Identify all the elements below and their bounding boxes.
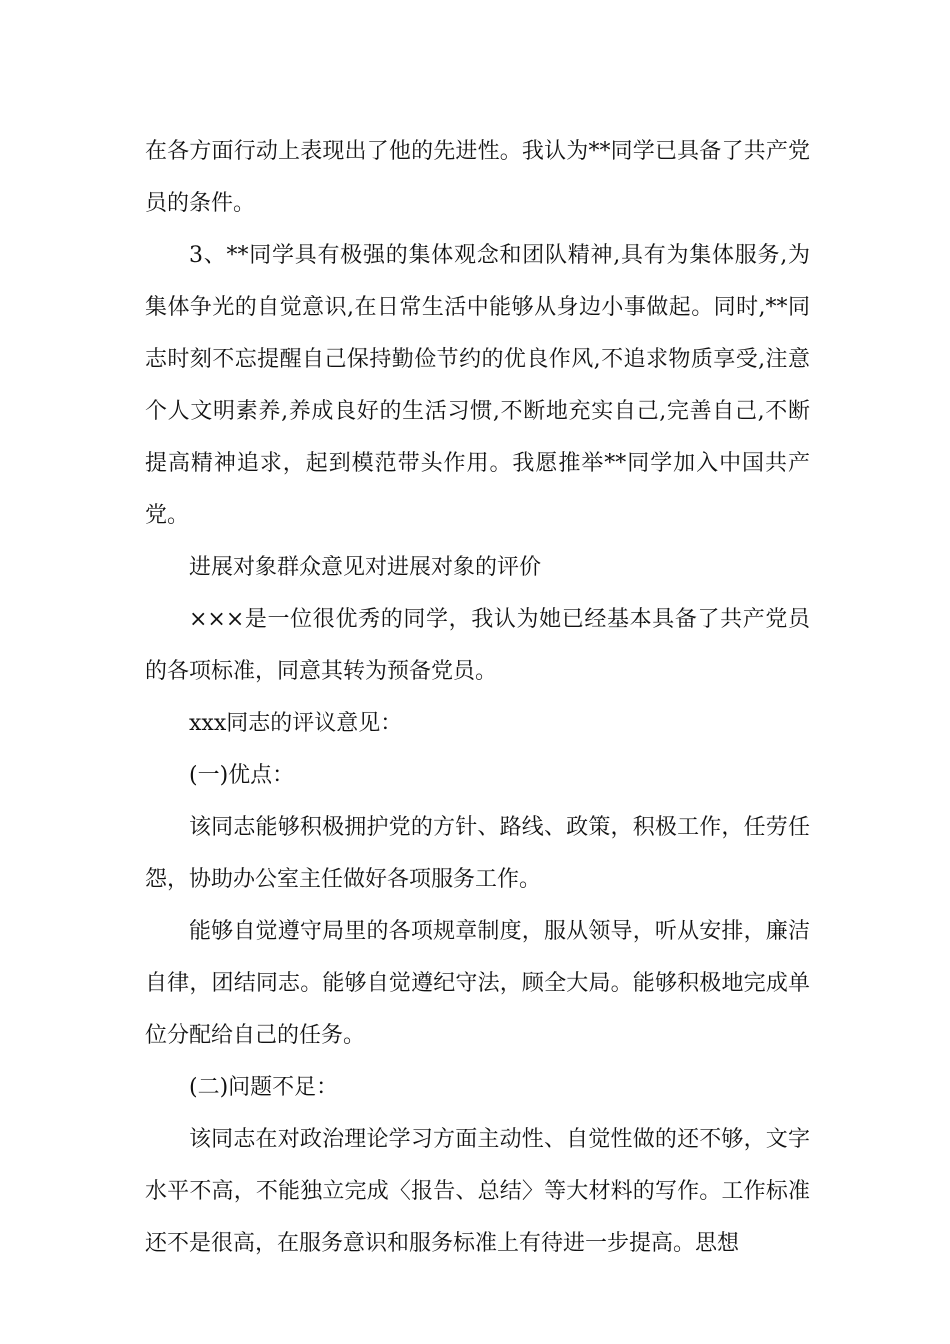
paragraph-strengths-2: 能够自觉遵守局里的各项规章制度，服从领导，听从安排，廉洁自律，团结同志。能够自觉遵纪守法，顾全大局。能够积极地完成单位分配给自己的任务。 [145, 919, 810, 1048]
subheading-shortcomings: (二)问题不足： [189, 1075, 339, 1100]
section-heading-evaluation: 进展对象群众意见对进展对象的评价 [189, 555, 542, 580]
paragraph-evaluation: ×××是一位很优秀的同学，我认为她已经基本具备了共产党员的各项标准，同意其转为预备党员。 [145, 607, 810, 684]
paragraph-shortcomings: 该同志在对政治理论学习方面主动性、自觉性做的还不够，文字水平不高，不能独立完成〈报告、总结〉等大材料的写作。工作标准还不是很高，在服务意识和服务标准上有待进一步提高。思想 [145, 1127, 810, 1256]
subheading-strengths: (一)优点： [189, 763, 295, 788]
paragraph-strengths-1: 该同志能够积极拥护党的方针、路线、政策，积极工作，任劳任怨，协助办公室主任做好各项服务工作。 [145, 815, 810, 892]
paragraph-continuation: 在各方面行动上表现出了他的先进性。我认为**同学已具备了共产党员的条件。 [145, 139, 810, 216]
document-body [145, 126, 810, 1270]
paragraph-point-3: 3、**同学具有极强的集体观念和团队精神,具有为集体服务,为集体争光的自觉意识,在日常生活中能够从身边小事做起。同时,**同志时刻不忘提醒自己保持勤俭节约的优良作风,不追求物质享受,注意个人文明素养,养成良好的生活习惯,不断地充实自己,完善自己,不断提高精神追求，起到模范带头作用。我愿推举**同学加入中国共产党。 [145, 243, 810, 528]
section-heading-review: xxx同志的评议意见： [189, 711, 403, 736]
